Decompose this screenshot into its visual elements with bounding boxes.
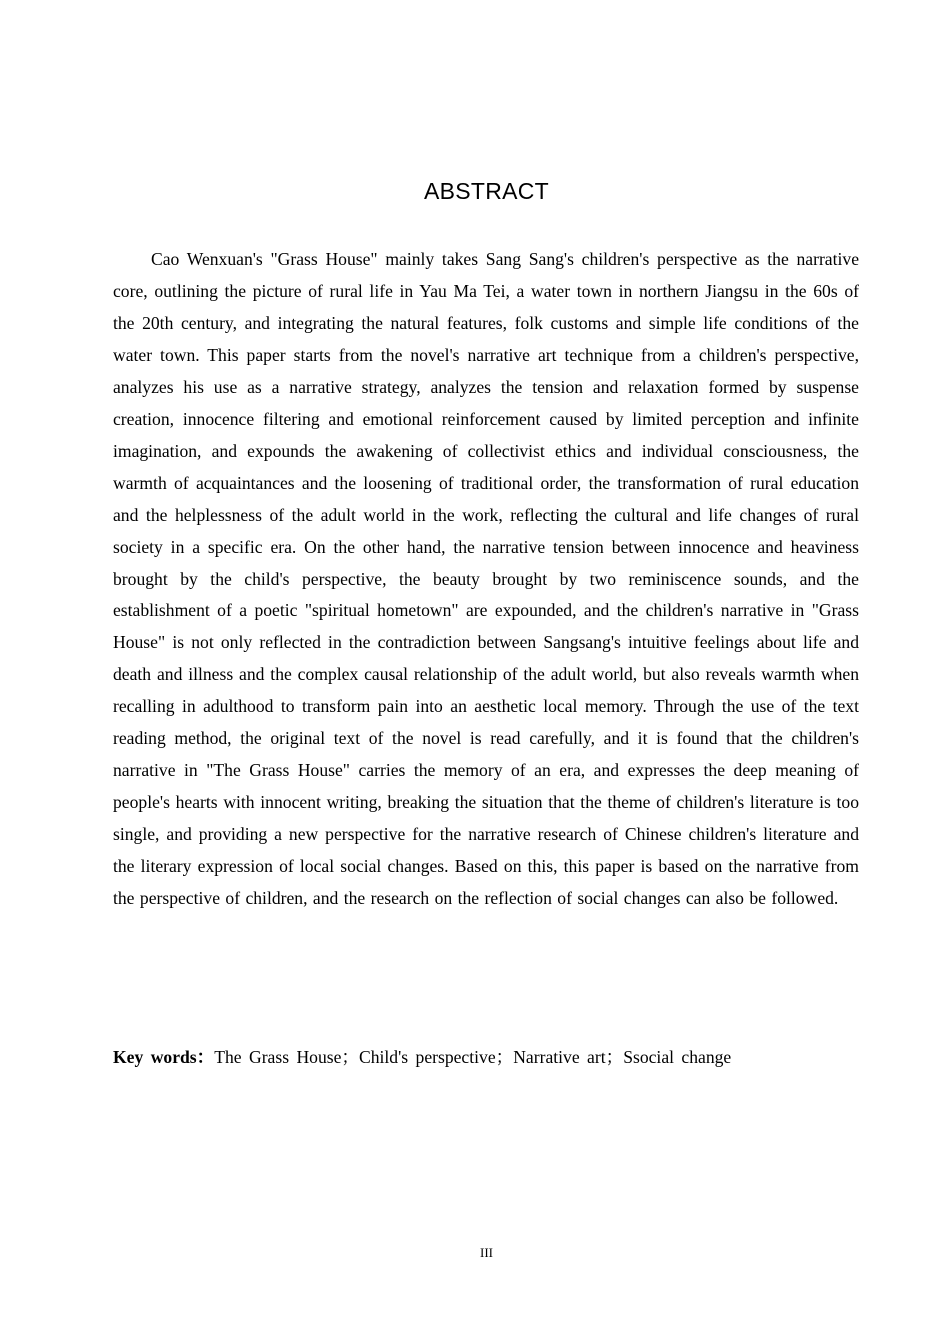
abstract-body-paragraph: Cao Wenxuan's "Grass House" mainly takes Sang Sang's children's perspective as the narrative core, outlining the picture of rural life in Yau Ma Tei, a water town in northern Jiangsu in the 60s of the 20th century, and integrating the natural features, folk customs and simple life conditions of the water town. This paper starts from the novel's narrative art technique from a children's perspective, analyzes his use as a narrative strategy, analyzes the tension and relaxation formed by suspense creation, innocence filtering and emotional reinforcement caused by limited perception and infinite imagination, and expounds the awakening of collectivist ethics and individual consciousness, the warmth of acquaintances and the loosening of traditional order, the transformation of rural education and the helplessness of the adult world in the work, reflecting the cultural and life changes of rural society in a specific era. On the other hand, the narrative tension between innocence and heaviness brought by the child's perspective, the beauty brought by two reminiscence sounds, and the establishment of a poetic "spiritual hometown" are expounded, and the children's narrative in "Grass House" is not only reflected in the contradiction between Sangsang's intuitive feelings about life and death and illness and the complex causal relationship of the adult world, but also reveals warmth when recalling in adulthood to transform pain into an aesthetic local memory. Through the use of the text reading method, the original text of the novel is read carefully, and it is found that the children's narrative in "The Grass House" carries the memory of an era, and expresses the deep meaning of people's hearts with innocent writing, breaking the situation that the theme of children's literature is too single, and providing a new perspective for the narrative research of Chinese children's literature and the literary expression of local social changes. Based on this, this paper is based on the narrative from the perspective of children, and the research on the reflection of social changes can also be followed.	[113, 249, 859, 909]
keywords-label: Key words：	[113, 1047, 215, 1067]
page-number: III	[480, 1245, 493, 1260]
keywords-line	[113, 1042, 859, 1074]
keywords-text: The Grass House；Child's perspective；Narrative art；Ssocial change	[214, 1047, 732, 1067]
abstract-title: ABSTRACT	[423, 178, 550, 204]
